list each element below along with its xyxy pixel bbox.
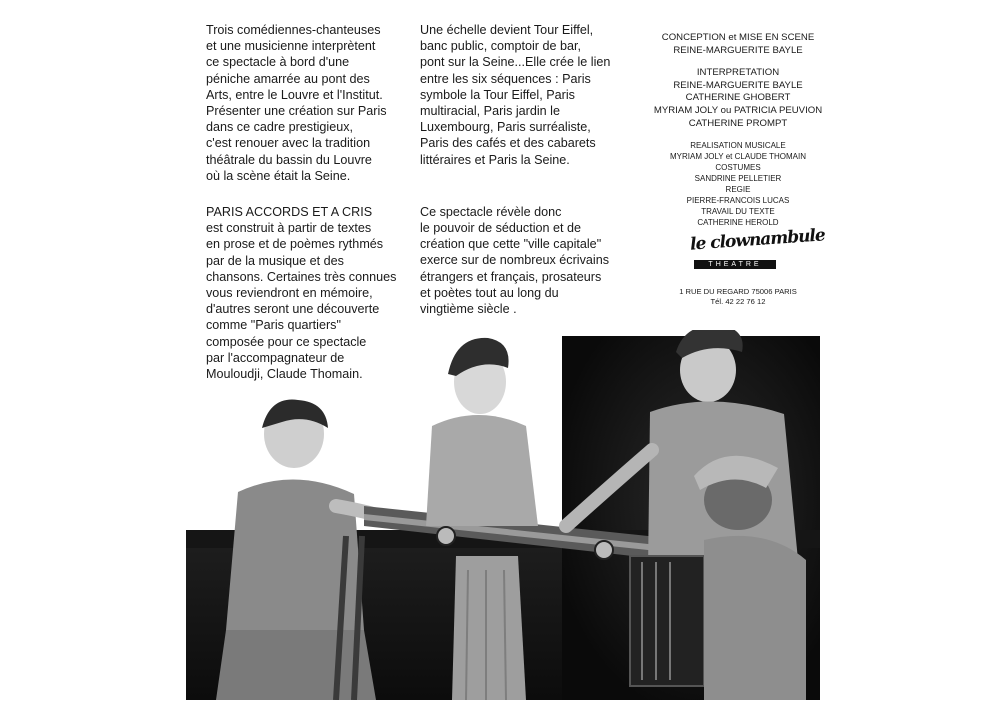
performers-photo-image: [186, 330, 820, 700]
costumes-name: SANDRINE PELLETIER: [694, 174, 782, 184]
show-description-paragraph: PARIS ACCORDS ET A CRIS est construit à partir de textes en prose et de poèmes rythmés par de la musique et des chansons. Certaines très connues vous reviendront en mémoire, d'autres seront une découverte comme "Paris quartiers" composée pour ce spectacle par l'accompagnateur de Mouloudji, Claude Thomain.: [206, 205, 397, 382]
costumes-title: COSTUMES: [715, 163, 761, 173]
musical-names: MYRIAM JOLY et CLAUDE THOMAIN: [669, 152, 807, 162]
capital-paragraph: Ce spectacle révèle donc le pouvoir de séduction et de création que cette "ville capitale" exerce sur de nombreux écrivains étrangers et français, prosateurs et poètes tout au long du vingtième siècle .: [420, 204, 609, 317]
ladder-paragraph: Une échelle devient Tour Eiffel, banc public, comptoir de bar, pont sur la Seine...Elle crée le lien entre les six séquences : Paris symbole la Tour Eiffel, Paris multiracial, Paris jardin le Luxembourg, Paris surréaliste, Paris des cafés et des cabarets littéraires et Paris la Seine.: [420, 23, 611, 167]
address-block: [640, 287, 836, 307]
stage-performers-photo: [186, 330, 820, 700]
regie-name: PIERRE-FRANCOIS LUCAS: [686, 196, 790, 206]
phone-line: Tél. 42 22 76 12: [710, 297, 766, 306]
logo-bar-text: THEATRE: [694, 260, 776, 269]
conception-title: CONCEPTION et MISE EN SCENE: [661, 32, 815, 43]
texte-name: CATHERINE HEROLD: [697, 218, 779, 228]
theatre-logo: [689, 225, 826, 276]
conception-name: REINE-MARGUERITE BAYLE: [673, 44, 803, 56]
interpretation-name: MYRIAM JOLY ou PATRICIA PEUVION: [653, 104, 823, 116]
intro-paragraph: Trois comédiennes-chanteuses et une musicienne interprètent ce spectacle à bord d'une péniche amarrée au pont des Arts, entre le Louvre et l'Institut. Présenter une création sur Paris dans ce cadre prestigieux, c'est renouer avec la tradition théâtrale du bassin du Louvre où la scène était la Seine.: [206, 23, 387, 183]
interpretation-title: INTERPRETATION: [696, 67, 780, 79]
logo-script-text: le clownambule: [689, 225, 826, 255]
musical-title: REALISATION MUSICALE: [690, 141, 786, 151]
texte-title: TRAVAIL DU TEXTE: [701, 207, 775, 217]
interpretation-name: REINE-MARGUERITE BAYLE: [673, 79, 803, 91]
interpretation-name: CATHERINE PROMPT: [688, 117, 788, 129]
interpretation-name: CATHERINE GHOBERT: [685, 92, 791, 104]
left-text-column: [206, 22, 406, 382]
regie-title: REGIE: [725, 185, 751, 195]
credits-block: [640, 32, 836, 238]
middle-text-column: [420, 22, 620, 317]
address-line: 1 RUE DU REGARD 75006 PARIS: [679, 287, 797, 296]
